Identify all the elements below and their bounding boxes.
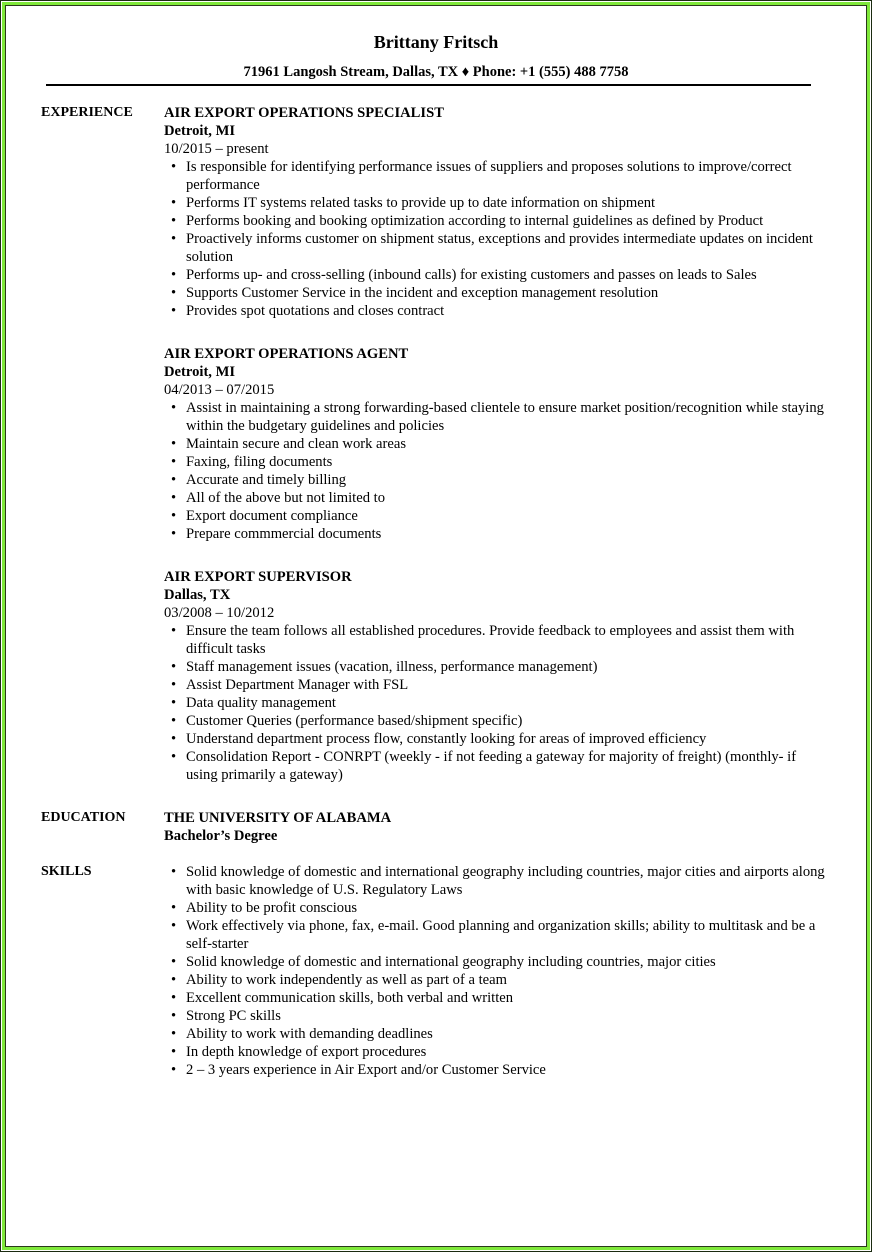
job-bullet: • Performs booking and booking optimization according to internal guidelines as defined by Product bbox=[186, 212, 831, 230]
job-bullet: • Provides spot quotations and closes contract bbox=[186, 302, 831, 320]
job-entry bbox=[164, 568, 831, 784]
section-label: SKILLS bbox=[41, 864, 92, 879]
resume-body bbox=[41, 104, 831, 1079]
candidate-name: Brittany Fritsch bbox=[373, 32, 499, 52]
degree: Bachelor’s Degree bbox=[164, 828, 278, 844]
skills-section bbox=[41, 863, 831, 1079]
job-location: Detroit, MI bbox=[164, 364, 236, 380]
job-bullet: • All of the above but not limited to bbox=[186, 489, 831, 507]
skill-item: • Excellent communication skills, both verbal and written bbox=[186, 989, 831, 1007]
job-bullet: • Export document compliance bbox=[186, 507, 831, 525]
experience-section bbox=[41, 104, 831, 809]
job-bullet: • Understand department process flow, constantly looking for areas of improved efficiency bbox=[186, 730, 831, 748]
job-dates: 10/2015 – present bbox=[164, 141, 269, 157]
job-bullet: • Prepare commmercial documents bbox=[186, 525, 831, 543]
job-bullet: • Accurate and timely billing bbox=[186, 471, 831, 489]
job-bullet: • Supports Customer Service in the incident and exception management resolution bbox=[186, 284, 831, 302]
skill-item: • Work effectively via phone, fax, e-mail. Good planning and organization skills; ability to multitask and be a self-starter bbox=[186, 917, 831, 953]
skill-item: • Solid knowledge of domestic and international geography including countries, major cities bbox=[186, 953, 831, 971]
job-bullet: • Ensure the team follows all established procedures. Provide feedback to employees and assist them with difficult tasks bbox=[186, 622, 831, 658]
skill-item: • 2 – 3 years experience in Air Export and/or Customer Service bbox=[186, 1061, 831, 1079]
school-name: THE UNIVERSITY OF ALABAMA bbox=[164, 810, 392, 826]
skill-item: • In depth knowledge of export procedures bbox=[186, 1043, 831, 1061]
job-bullet: • Proactively informs customer on shipment status, exceptions and provides intermediate updates on incident solution bbox=[186, 230, 831, 266]
job-location: Dallas, TX bbox=[164, 587, 231, 603]
header-divider bbox=[46, 84, 811, 86]
job-dates: 04/2013 – 07/2015 bbox=[164, 382, 275, 398]
job-title: AIR EXPORT OPERATIONS AGENT bbox=[164, 346, 409, 362]
job-bullet: • Consolidation Report - CONRPT (weekly - if not feeding a gateway for majority of freight) (monthly- if using primarily a gateway) bbox=[186, 748, 831, 784]
skill-item: • Ability to work independently as well as part of a team bbox=[186, 971, 831, 989]
job-bullet: • Customer Queries (performance based/shipment specific) bbox=[186, 712, 831, 730]
job-bullet: • Performs up- and cross-selling (inbound calls) for existing customers and passes on leads to Sales bbox=[186, 266, 831, 284]
education-section bbox=[41, 809, 831, 845]
job-bullet: • Assist in maintaining a strong forwarding-based clientele to ensure market position/recognition while staying within the budgetary guidelines and policies bbox=[186, 399, 831, 435]
job-bullet: • Staff management issues (vacation, illness, performance management) bbox=[186, 658, 831, 676]
skill-item: • Solid knowledge of domestic and international geography including countries, major cities and airports along with basic knowledge of U.S. Regulatory Laws bbox=[186, 863, 831, 899]
job-entry bbox=[164, 104, 831, 320]
section-label: EXPERIENCE bbox=[41, 105, 133, 120]
job-entry bbox=[164, 345, 831, 543]
job-location: Detroit, MI bbox=[164, 123, 236, 139]
job-dates: 03/2008 – 10/2012 bbox=[164, 605, 275, 621]
section-label: EDUCATION bbox=[41, 810, 126, 825]
skill-item: • Strong PC skills bbox=[186, 1007, 831, 1025]
skill-item: • Ability to work with demanding deadlines bbox=[186, 1025, 831, 1043]
job-bullet: • Assist Department Manager with FSL bbox=[186, 676, 831, 694]
job-bullet: • Data quality management bbox=[186, 694, 831, 712]
job-title: AIR EXPORT SUPERVISOR bbox=[164, 569, 352, 585]
job-bullet: • Faxing, filing documents bbox=[186, 453, 831, 471]
job-bullet: • Maintain secure and clean work areas bbox=[186, 435, 831, 453]
job-bullet: • Performs IT systems related tasks to provide up to date information on shipment bbox=[186, 194, 831, 212]
contact-line: 71961 Langosh Stream, Dallas, TX ♦ Phone: +1 (555) 488 7758 bbox=[243, 64, 629, 80]
skill-item: • Ability to be profit conscious bbox=[186, 899, 831, 917]
job-title: AIR EXPORT OPERATIONS SPECIALIST bbox=[164, 105, 444, 121]
job-bullet: • Is responsible for identifying performance issues of suppliers and proposes solutions to improve/correct performance bbox=[186, 158, 831, 194]
